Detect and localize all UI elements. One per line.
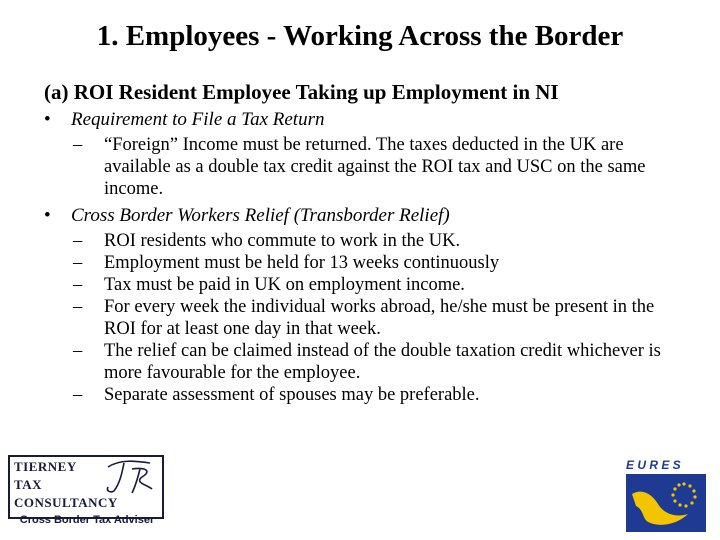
bullet-mark: •	[44, 205, 51, 226]
bullet-list	[0, 108, 720, 406]
dash-mark: –	[73, 231, 83, 251]
sub-text: Separate assessment of spouses may be preferable.	[104, 385, 480, 405]
bullet-mark: •	[44, 109, 51, 130]
logo-tagline: Cross Border Tax Adviser	[19, 514, 155, 526]
bullet-item	[0, 108, 720, 132]
sub-text: The relief can be claimed instead of the double taxation credit whichever is more favourable for the employee.	[104, 341, 661, 383]
dash-mark: –	[73, 253, 83, 273]
dash-mark: –	[73, 385, 83, 405]
sub-text: For every week the individual works abroad, he/she must be present in the ROI for at least one day in that week.	[104, 297, 655, 339]
eures-logo	[622, 458, 710, 532]
slide-title: 1. Employees - Working Across the Border	[96, 20, 624, 52]
bullet-item	[0, 204, 720, 228]
sub-text: Tax must be paid in UK on employment income.	[104, 275, 465, 295]
bullet-text: Requirement to File a Tax Return	[71, 109, 325, 130]
logo-line-3: CONSULTANCY	[14, 495, 118, 510]
dash-mark: –	[73, 135, 83, 155]
sub-text: Employment must be held for 13 weeks continuously	[104, 253, 500, 273]
logo-line-1: TIERNEY	[14, 459, 77, 474]
bullet-text: Cross Border Workers Relief (Transborder Relief)	[71, 205, 450, 226]
eures-wordmark: E U R E S	[626, 458, 681, 472]
sub-item	[0, 384, 664, 406]
dash-mark: –	[73, 297, 83, 317]
tierney-tax-logo	[8, 455, 166, 527]
logo-frame	[8, 455, 164, 519]
logo-monogram-icon	[102, 457, 158, 497]
sub-text: “Foreign” Income must be returned. The taxes deducted in the UK are available as a double tax credit against the ROI tax and USC on the same income.	[104, 135, 646, 199]
sub-item	[0, 134, 664, 200]
logo-line-2: TAX	[14, 477, 42, 492]
dash-mark: –	[73, 341, 83, 361]
eures-emblem-icon	[626, 474, 706, 532]
sub-item	[0, 230, 664, 252]
dash-mark: –	[73, 275, 83, 295]
sub-item	[0, 274, 664, 296]
sub-item	[0, 340, 664, 384]
sub-text: ROI residents who commute to work in the UK.	[104, 231, 461, 251]
sub-item	[0, 252, 664, 274]
section-subtitle: (a) ROI Resident Employee Taking up Employment in NI	[44, 80, 559, 104]
sub-item	[0, 296, 664, 340]
